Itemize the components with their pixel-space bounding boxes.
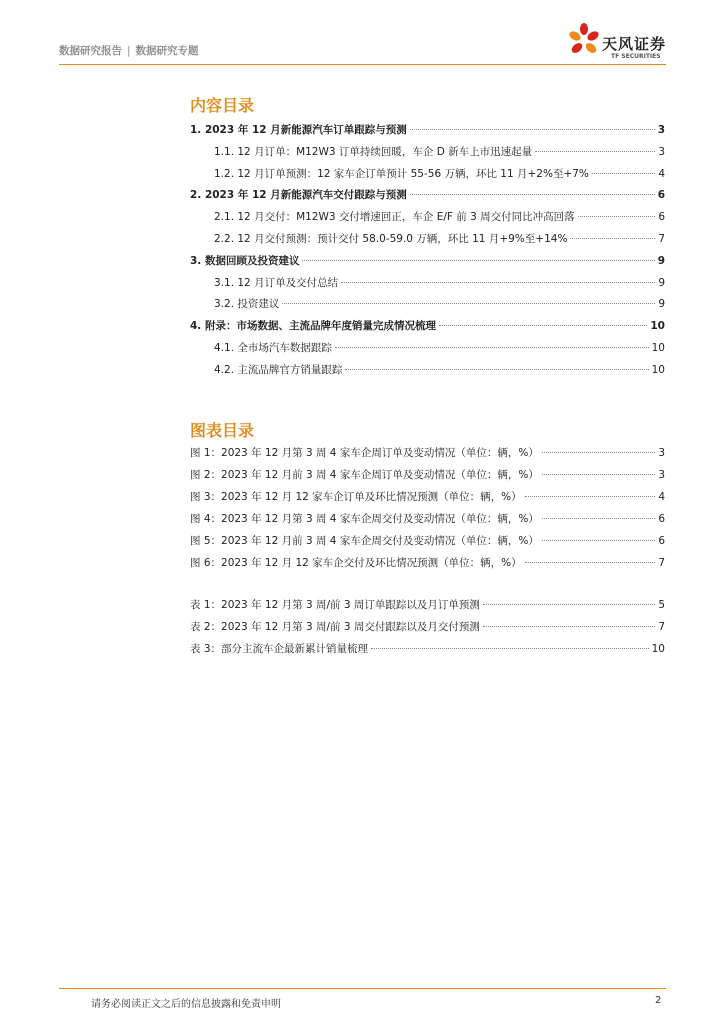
toc-leader bbox=[542, 474, 656, 475]
figure-item-page: 6 bbox=[658, 535, 665, 547]
header-category bbox=[59, 43, 199, 58]
figure-item-text: 图 1：2023 年 12 月第 3 周 4 家车企周订单及变动情况（单位：辆，%） bbox=[190, 447, 539, 459]
toc-leader bbox=[282, 303, 655, 304]
page-header bbox=[0, 0, 724, 66]
footer-divider bbox=[59, 988, 666, 989]
figure-item-page: 3 bbox=[658, 469, 665, 481]
header-report-type: 数据研究报告 bbox=[59, 45, 122, 57]
toc-item-page: 10 bbox=[651, 342, 665, 354]
toc-leader bbox=[592, 173, 655, 174]
figures-title: 图表目录 bbox=[190, 421, 255, 440]
toc-item-text: 3.2. 投资建议 bbox=[214, 298, 280, 310]
toc-item-page: 7 bbox=[658, 233, 665, 245]
toc-leader bbox=[439, 325, 647, 326]
toc-title: 内容目录 bbox=[190, 96, 255, 115]
figure-item[interactable] bbox=[190, 467, 665, 483]
toc-item[interactable] bbox=[214, 144, 665, 160]
toc-item[interactable] bbox=[214, 340, 665, 356]
toc-leader bbox=[525, 496, 656, 497]
table-item-text: 表 2：2023 年 12 月第 3 周/前 3 周交付跟踪以及月交付预测 bbox=[190, 621, 480, 633]
toc-leader bbox=[335, 347, 649, 348]
toc-item-page: 10 bbox=[650, 320, 665, 332]
figure-item-text: 图 4：2023 年 12 月第 3 周 4 家车企周交付及变动情况（单位：辆，%） bbox=[190, 513, 539, 525]
toc-item-page: 4 bbox=[658, 168, 665, 180]
table-item-text: 表 1：2023 年 12 月第 3 周/前 3 周订单跟踪以及月订单预测 bbox=[190, 599, 480, 611]
toc-item[interactable] bbox=[190, 318, 665, 334]
toc-item-text: 1.2. 12 月订单预测：12 家车企订单预计 55-56 万辆，环比 11 月+2%至+7% bbox=[214, 168, 589, 180]
tf-flower-icon bbox=[566, 22, 602, 62]
toc-leader bbox=[483, 604, 655, 605]
figure-item[interactable] bbox=[190, 533, 665, 549]
figure-item[interactable] bbox=[190, 555, 665, 571]
toc-item-text: 2.2. 12 月交付预测：预计交付 58.0-59.0 万辆，环比 11 月+9%至+14% bbox=[214, 233, 568, 245]
table-item-page: 10 bbox=[651, 643, 665, 655]
toc-item-text: 1. 2023 年 12 月新能源汽车订单跟踪与预测 bbox=[190, 124, 407, 136]
toc-leader bbox=[483, 626, 655, 627]
figure-item-text: 图 6：2023 年 12 月 12 家车企交付及环比情况预测（单位：辆，%） bbox=[190, 557, 522, 569]
figure-item-page: 4 bbox=[658, 491, 665, 503]
figure-item-page: 7 bbox=[658, 557, 665, 569]
figure-item-text: 图 2：2023 年 12 月前 3 周 4 家车企周订单及变动情况（单位：辆，%） bbox=[190, 469, 539, 481]
toc-item[interactable] bbox=[214, 209, 665, 225]
toc-leader bbox=[542, 518, 656, 519]
toc-item-text: 1.1. 12 月订单：M12W3 订单持续回暖，车企 D 新车上市迅速起量 bbox=[214, 146, 533, 158]
figure-item-page: 3 bbox=[658, 447, 665, 459]
toc-leader bbox=[535, 151, 655, 152]
toc-leader bbox=[525, 562, 656, 563]
header-divider bbox=[59, 64, 666, 65]
table-item[interactable] bbox=[190, 619, 665, 635]
toc-item-page: 6 bbox=[657, 189, 665, 201]
toc-item-text: 4.1. 全市场汽车数据跟踪 bbox=[214, 342, 332, 354]
toc-item[interactable] bbox=[214, 296, 665, 312]
footer-disclaimer: 请务必阅读正文之后的信息披露和免责申明 bbox=[91, 999, 281, 1010]
toc-leader bbox=[542, 540, 656, 541]
toc-item-page: 9 bbox=[658, 277, 665, 289]
toc-item[interactable] bbox=[214, 275, 665, 291]
toc-item[interactable] bbox=[190, 187, 665, 203]
logo-english-name: TF SECURITIES bbox=[611, 53, 661, 60]
figure-item-page: 6 bbox=[658, 513, 665, 525]
logo-chinese-name: 天风证券 bbox=[602, 35, 667, 53]
toc-item[interactable] bbox=[214, 362, 665, 378]
toc-leader bbox=[570, 238, 655, 239]
page-number: 2 bbox=[655, 995, 662, 1006]
toc-item-text: 4.2. 主流品牌官方销量跟踪 bbox=[214, 364, 343, 376]
toc-item-text: 2.1. 12 月交付：M12W3 交付增速回正，车企 E/F 前 3 周交付同比冲高回落 bbox=[214, 211, 575, 223]
toc-leader bbox=[578, 216, 656, 217]
company-logo bbox=[566, 22, 676, 62]
toc-item-page: 9 bbox=[658, 298, 665, 310]
toc-item-text: 2. 2023 年 12 月新能源汽车交付跟踪与预测 bbox=[190, 189, 407, 201]
toc-item-text: 3.1. 12 月订单及交付总结 bbox=[214, 277, 339, 289]
toc-leader bbox=[302, 260, 654, 261]
toc-leader bbox=[542, 452, 656, 453]
header-separator: | bbox=[127, 45, 131, 57]
toc-item[interactable] bbox=[190, 122, 665, 138]
toc-leader bbox=[371, 648, 649, 649]
toc-item[interactable] bbox=[190, 253, 665, 269]
toc-leader bbox=[410, 194, 655, 195]
toc-item[interactable] bbox=[214, 231, 665, 247]
figure-item[interactable] bbox=[190, 511, 665, 527]
toc-leader bbox=[410, 129, 655, 130]
toc-item-page: 6 bbox=[658, 211, 665, 223]
toc-item[interactable] bbox=[214, 166, 665, 182]
toc-item-page: 3 bbox=[658, 146, 665, 158]
table-item-text: 表 3：部分主流车企最新累计销量梳理 bbox=[190, 643, 369, 655]
toc-item-page: 10 bbox=[651, 364, 665, 376]
table-item[interactable] bbox=[190, 641, 665, 657]
toc-item-page: 9 bbox=[657, 255, 665, 267]
header-report-topic: 数据研究专题 bbox=[135, 45, 199, 57]
toc-item-text: 3. 数据回顾及投资建议 bbox=[190, 255, 300, 267]
toc-leader bbox=[345, 369, 648, 370]
table-item[interactable] bbox=[190, 597, 665, 613]
figure-item-text: 图 3：2023 年 12 月 12 家车企订单及环比情况预测（单位：辆，%） bbox=[190, 491, 522, 503]
toc-item-page: 3 bbox=[657, 124, 665, 136]
table-item-page: 5 bbox=[658, 599, 665, 611]
table-item-page: 7 bbox=[658, 621, 665, 633]
figure-item[interactable] bbox=[190, 489, 665, 505]
figure-item[interactable] bbox=[190, 445, 665, 461]
toc-item-text: 4. 附录：市场数据、主流品牌年度销量完成情况梳理 bbox=[190, 320, 436, 332]
toc-leader bbox=[341, 282, 655, 283]
figure-item-text: 图 5：2023 年 12 月前 3 周 4 家车企周交付及变动情况（单位：辆，%） bbox=[190, 535, 539, 547]
